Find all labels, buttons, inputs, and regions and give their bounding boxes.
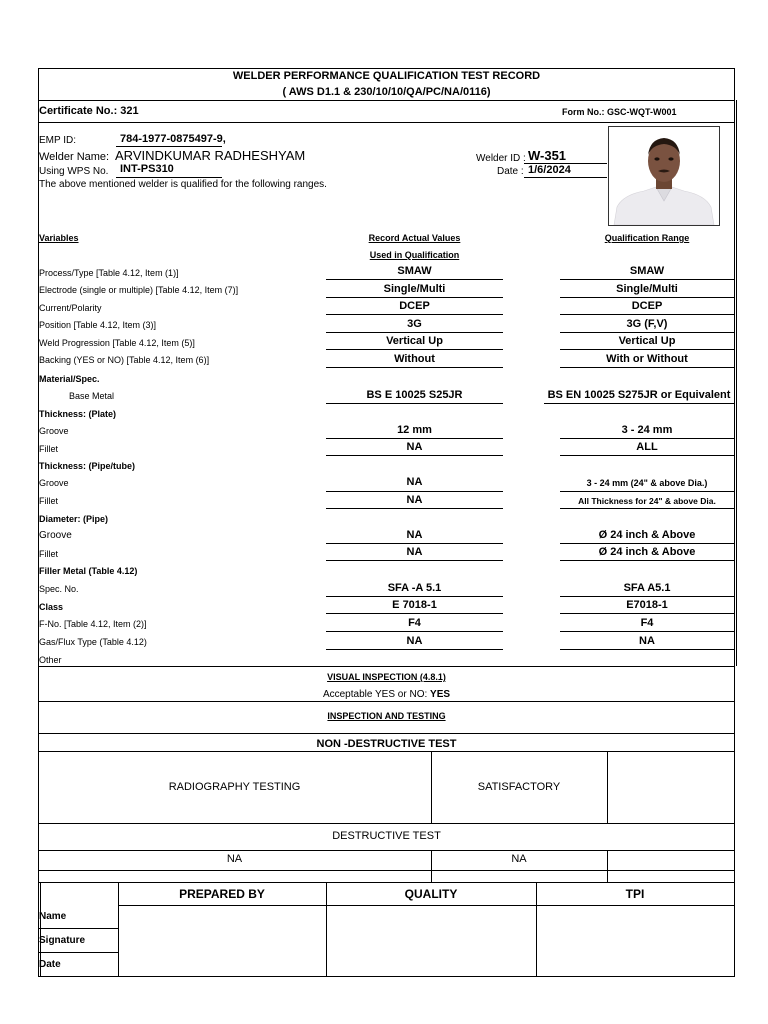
range-value: 3G (F,V) <box>626 318 668 330</box>
section-label: Thickness: (Plate) <box>39 409 117 419</box>
row-label: Groove <box>39 426 69 436</box>
range-value: 3 - 24 mm <box>621 424 673 436</box>
range-value: Vertical Up <box>618 335 676 347</box>
actual-value: SMAW <box>397 265 432 277</box>
wps-value: INT-PS310 <box>120 163 174 175</box>
row-label: Weld Progression [Table 4.12, Item (5)] <box>39 338 195 348</box>
row-label: Class <box>39 602 64 612</box>
welder-photo <box>608 126 720 226</box>
emp-id-label: EMP ID: <box>39 135 77 146</box>
actual-value: NA <box>406 494 423 506</box>
ndt-title: NON -DESTRUCTIVE TEST <box>316 738 457 750</box>
form-number: Form No.: GSC-WQT-W001 <box>562 107 677 117</box>
range-value: ALL <box>636 441 658 453</box>
range-value: E7018-1 <box>626 599 668 611</box>
range-value: Single/Multi <box>616 283 678 295</box>
prepared-by-header: PREPARED BY <box>179 887 265 901</box>
row-label: Other <box>39 655 62 665</box>
visual-inspection-result <box>38 689 735 700</box>
row-label: Base Metal <box>69 391 115 401</box>
actual-value: NA <box>406 635 423 647</box>
actual-value: NA <box>406 441 423 453</box>
actual-value: SFA -A 5.1 <box>387 582 442 594</box>
actual-value: 3G <box>407 318 422 330</box>
row-label: Electrode (single or multiple) [Table 4.12, Item (7)] <box>39 285 239 295</box>
range-value: With or Without <box>606 353 688 365</box>
welder-name-value: ARVINDKUMAR RADHESHYAM <box>115 148 306 163</box>
actual-value: F4 <box>408 617 421 629</box>
row-label: Groove <box>39 478 69 488</box>
range-value: 3 - 24 mm (24" & above Dia.) <box>586 478 708 488</box>
range-value: SMAW <box>629 265 665 277</box>
visual-inspection-title: VISUAL INSPECTION (4.8.1) <box>327 672 446 682</box>
row-label: Fillet <box>39 444 59 454</box>
actual-values-header: Record Actual Values <box>368 233 461 243</box>
range-value: F4 <box>640 617 654 629</box>
signoff-signature-label: Signature <box>39 935 86 946</box>
actual-value: DCEP <box>399 300 430 312</box>
actual-value: NA <box>406 529 423 541</box>
range-value: DCEP <box>631 300 663 312</box>
actual-value: NA <box>406 476 423 488</box>
signoff-date-label: Date <box>39 959 61 970</box>
range-value: BS EN 10025 S275JR or Equivalent <box>547 389 731 401</box>
ndt-result: SATISFACTORY <box>477 781 561 793</box>
used-in-qualification-header: Used in Qualification <box>369 250 460 260</box>
visual-inspection-question: Acceptable YES or NO: <box>322 689 428 700</box>
welder-name-label: Welder Name: <box>39 151 110 163</box>
actual-value: BS E 10025 S25JR <box>366 389 463 401</box>
row-label: F-No. [Table 4.12, Item (2)] <box>39 619 147 629</box>
actual-value: Single/Multi <box>383 283 446 295</box>
emp-id-value: 784-1977-0875497-9, <box>120 133 226 145</box>
tpi-header: TPI <box>625 887 645 901</box>
certificate-number: Certificate No.: 321 <box>39 105 139 117</box>
row-label: Spec. No. <box>39 584 79 594</box>
inspection-testing-title: INSPECTION AND TESTING <box>327 711 446 721</box>
actual-value: E 7018-1 <box>392 599 437 611</box>
form-title: WELDER PERFORMANCE QUALIFICATION TEST RECORD <box>232 70 541 82</box>
ndt-method: RADIOGRAPHY TESTING <box>168 781 301 793</box>
range-value: NA <box>639 635 655 647</box>
date-label: Date : <box>497 166 524 177</box>
row-label: Current/Polarity <box>39 303 102 313</box>
row-label: Fillet <box>39 496 59 506</box>
row-label: Backing (YES or NO) [Table 4.12, Item (6)] <box>39 355 210 365</box>
actual-value: Vertical Up <box>386 335 443 347</box>
row-label: Fillet <box>39 549 59 559</box>
row-label: Process/Type [Table 4.12, Item (1)] <box>39 268 179 278</box>
section-label: Filler Metal (Table 4.12) <box>39 566 138 576</box>
section-label: Material/Spec. <box>39 374 100 384</box>
quality-header: QUALITY <box>404 887 458 901</box>
dt-title: DESTRUCTIVE TEST <box>332 830 441 842</box>
actual-value: 12 mm <box>397 424 432 436</box>
qualification-note: The above mentioned welder is qualified for the following ranges. <box>39 179 327 190</box>
welder-id-label: Welder ID : <box>476 153 526 164</box>
date-value: 1/6/2024 <box>528 164 571 176</box>
variables-header: Variables <box>39 233 79 243</box>
row-label: Gas/Flux Type (Table 4.12) <box>39 637 147 647</box>
qualification-range-header: Qualification Range <box>604 233 690 243</box>
signoff-name-label: Name <box>39 911 67 922</box>
welder-id-value: W-351 <box>528 148 567 163</box>
dt-value-1: NA <box>226 853 243 865</box>
section-label: Diameter: (Pipe) <box>39 514 109 524</box>
range-value: SFA A5.1 <box>623 582 671 594</box>
range-value: Ø 24 inch & Above <box>598 546 696 558</box>
wps-label: Using WPS No. <box>39 166 109 177</box>
row-label: Groove <box>39 530 72 541</box>
row-label: Position [Table 4.12, Item (3)] <box>39 320 157 330</box>
range-value: Ø 24 inch & Above <box>598 529 696 541</box>
actual-value: Without <box>394 353 435 365</box>
actual-value: NA <box>406 546 423 558</box>
dt-value-2: NA <box>511 853 527 865</box>
section-label: Thickness: (Pipe/tube) <box>39 461 136 471</box>
range-value: All Thickness for 24" & above Dia. <box>578 496 716 506</box>
form-subtitle: ( AWS D1.1 & 230/10/10/QA/PC/NA/0116) <box>282 86 491 98</box>
visual-inspection-answer: YES <box>430 689 451 700</box>
welder-portrait-icon <box>609 127 719 225</box>
